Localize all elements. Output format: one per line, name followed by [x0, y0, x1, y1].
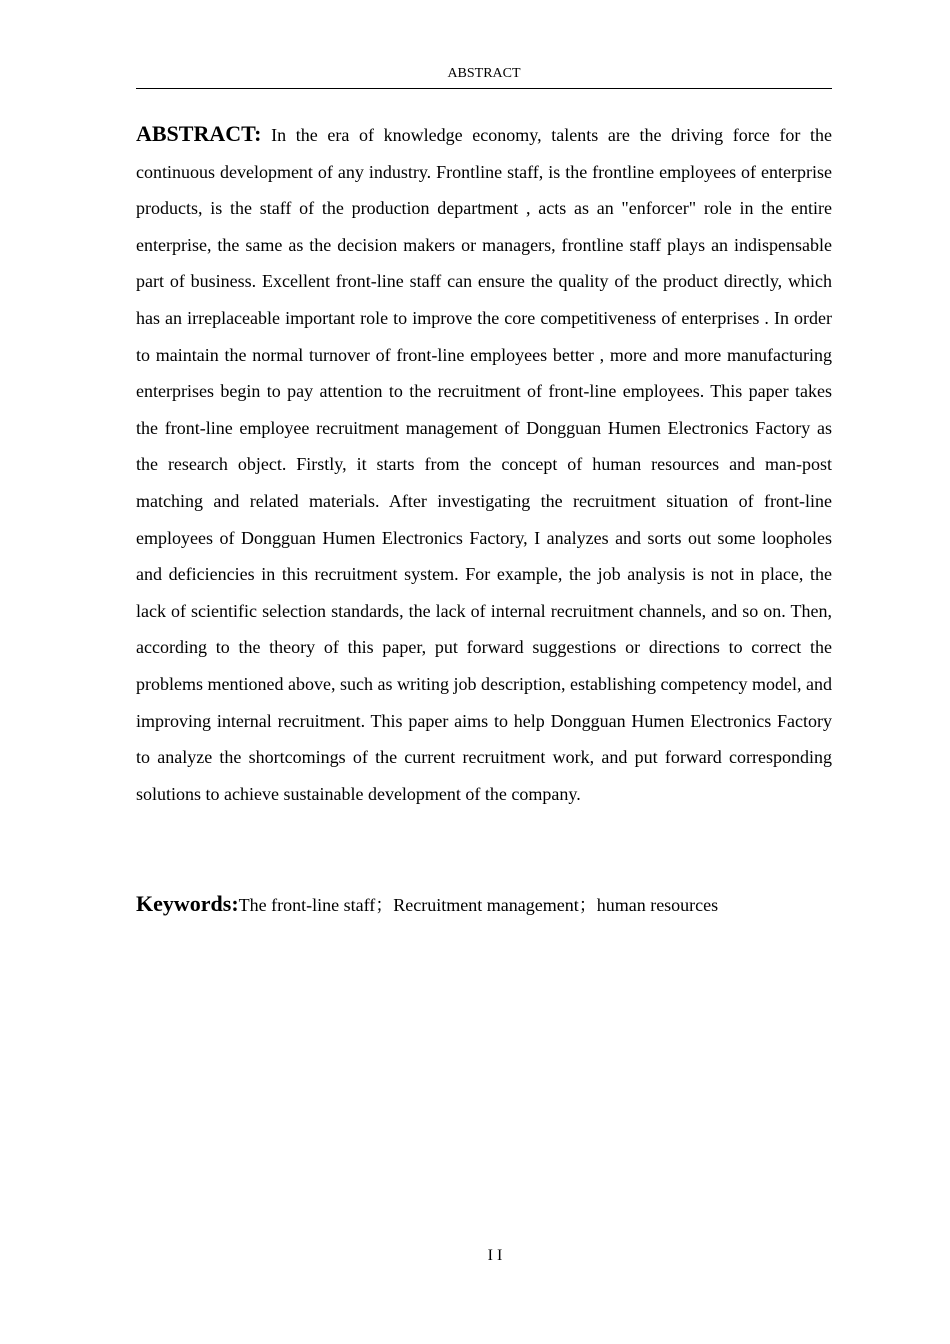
header-title: ABSTRACT — [447, 66, 521, 81]
keywords-line — [136, 886, 832, 923]
page-number: I I — [487, 1247, 503, 1264]
abstract-paragraph — [136, 116, 832, 812]
abstract-label: ABSTRACT: — [136, 121, 262, 146]
page-header — [136, 64, 832, 89]
keywords-text: The front-line staff；Recruitment management；human resources — [238, 895, 719, 915]
abstract-text: In the era of knowledge economy, talents are the driving force for the continuous development of any industry. Frontline staff, is the frontline employees of enterprise products, is the staff of the production department , acts as an "enforcer" role in the entire enterprise, the same as the decision makers or managers, frontline staff plays an indispensable part of business. Excellent front-line staff can ensure the quality of the product directly, which has an irreplaceable important role to improve the core competitiveness of enterprises . In order to maintain the normal turnover of front-line employees better , more and more manufacturing enterprises begin to pay attention to the recruitment of front-line employees. This paper takes the front-line employee recruitment management of Dongguan Humen Electronics Factory as the research object. Firstly, it starts from the concept of human resources and man-post matching and related materials. After investigating the recruitment situation of front-line employees of Dongguan Humen Electronics Factory, I analyzes and sorts out some loopholes and deficiencies in this recruitment system. For example, the job analysis is not in place, the lack of scientific selection standards, the lack of internal recruitment channels, and so on. Then, according to the theory of this paper, put forward suggestions or directions to correct the problems mentioned above, such as writing job description, establishing competency model, and improving internal recruitment. This paper aims to help Dongguan Humen Electronics Factory to analyze the shortcomings of the current recruitment work, and put forward corresponding solutions to achieve sustainable development of the company. — [136, 125, 832, 804]
keywords-label: Keywords: — [136, 891, 239, 916]
